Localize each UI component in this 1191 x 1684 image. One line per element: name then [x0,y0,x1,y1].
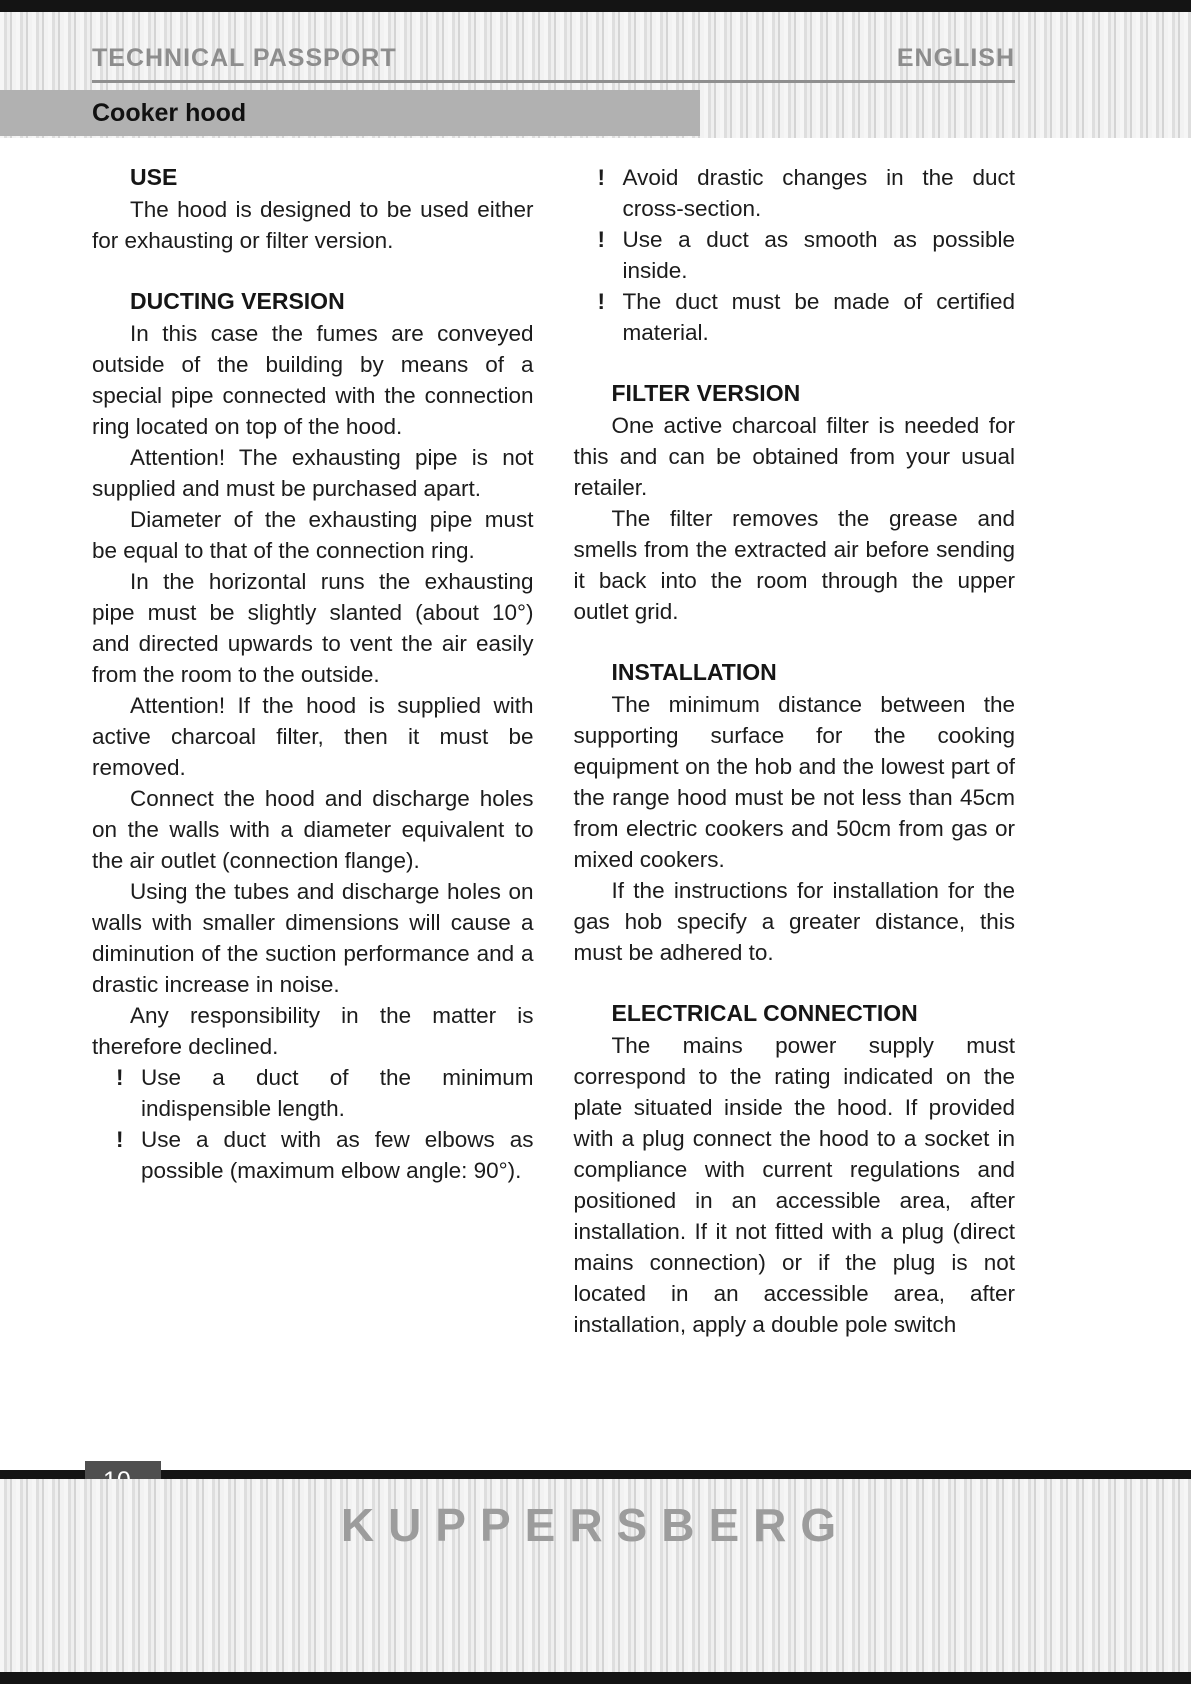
brand-logo-text: KUPPERSBERG [340,1499,851,1551]
paragraph: Attention! If the hood is supplied with active charcoal filter, then it must be removed. [92,693,534,780]
footer-black-bar [0,1470,1191,1479]
bullet-text: Use a duct with as few elbows as possible (maximum elbow angle: 90°). [141,1127,534,1183]
heading-use: USE [130,164,178,190]
bullet-item [574,286,1016,348]
bullet-item [574,224,1016,286]
paragraph: If the instructions for installation for the gas hob specify a greater distance, this must be adhered to. [573,878,1015,965]
section-banner-title: Cooker hood [92,99,247,127]
header-language-label: ENGLISH [896,44,1015,72]
paragraph: The filter removes the grease and smells from the extracted air before sending it back into the room through the upper outlet grid. [573,506,1015,624]
bullet-item [574,162,1016,224]
paragraph: The hood is designed to be used either for exhausting or filter version. [92,197,534,253]
paragraph: Using the tubes and discharge holes on walls with smaller dimensions will cause a diminution of the suction performance and a drastic increase in noise. [92,879,534,997]
paragraph: The mains power supply must correspond to the rating indicated on the plate situated inside the hood. If provided with a plug connect the hood to a socket in compliance with current regulations and positioned in an accessible area, after installation. If it not fitted with a plug (direct mains connection) or if the plug is not located in an accessible area, after installation, apply a double pole switch [573,1033,1015,1337]
paragraph: Connect the hood and discharge holes on the walls with a diameter equivalent to the air outlet (connection flange). [92,786,534,873]
bullet-text: The duct must be made of certified material. [622,289,1015,345]
paragraph: Any responsibility in the matter is therefore declined. [92,1003,534,1059]
page-header [92,44,1015,73]
bullet-marker: ! [116,1127,124,1152]
heading-filter-version: FILTER VERSION [611,380,801,406]
paragraph: One active charcoal filter is needed for this and can be obtained from your usual retailer. [573,413,1015,500]
header-divider [92,80,1015,83]
bullet-text: Avoid drastic changes in the duct cross-section. [622,165,1015,221]
heading-electrical-connection: ELECTRICAL CONNECTION [611,1000,918,1026]
paragraph: In the horizontal runs the exhausting pipe must be slightly slanted (about 10°) and directed upwards to vent the air easily from the room to the outside. [92,569,534,687]
header-title: TECHNICAL PASSPORT [92,44,397,72]
heading-ducting-version: DUCTING VERSION [130,288,345,314]
bottom-black-bar [0,1672,1191,1684]
top-black-bar [0,0,1191,12]
bullet-marker: ! [597,289,605,314]
bullet-text: Use a duct as smooth as possible inside. [622,227,1015,283]
section-banner [0,90,700,136]
paragraph: The minimum distance between the supporting surface for the cooking equipment on the hob and the lowest part of the range hood must be not less than 45cm from electric cookers and 50cm from gas or mixed cookers. [573,692,1015,872]
bullet-marker: ! [116,1065,124,1090]
left-column [92,162,534,1340]
bullet-item [92,1124,534,1186]
bullet-marker: ! [597,165,605,190]
paragraph: Diameter of the exhausting pipe must be equal to that of the connection ring. [92,507,534,563]
paragraph: In this case the fumes are conveyed outside of the building by means of a special pipe connected with the connection ring located on top of the hood. [92,321,534,439]
bullet-text: Use a duct of the minimum indispensible length. [141,1065,534,1121]
two-column-text [92,162,1015,1340]
right-column [574,162,1016,1340]
bullet-item [92,1062,534,1124]
paragraph: Attention! The exhausting pipe is not supplied and must be purchased apart. [92,445,534,501]
heading-installation: INSTALLATION [611,659,777,685]
bullet-marker: ! [597,227,605,252]
